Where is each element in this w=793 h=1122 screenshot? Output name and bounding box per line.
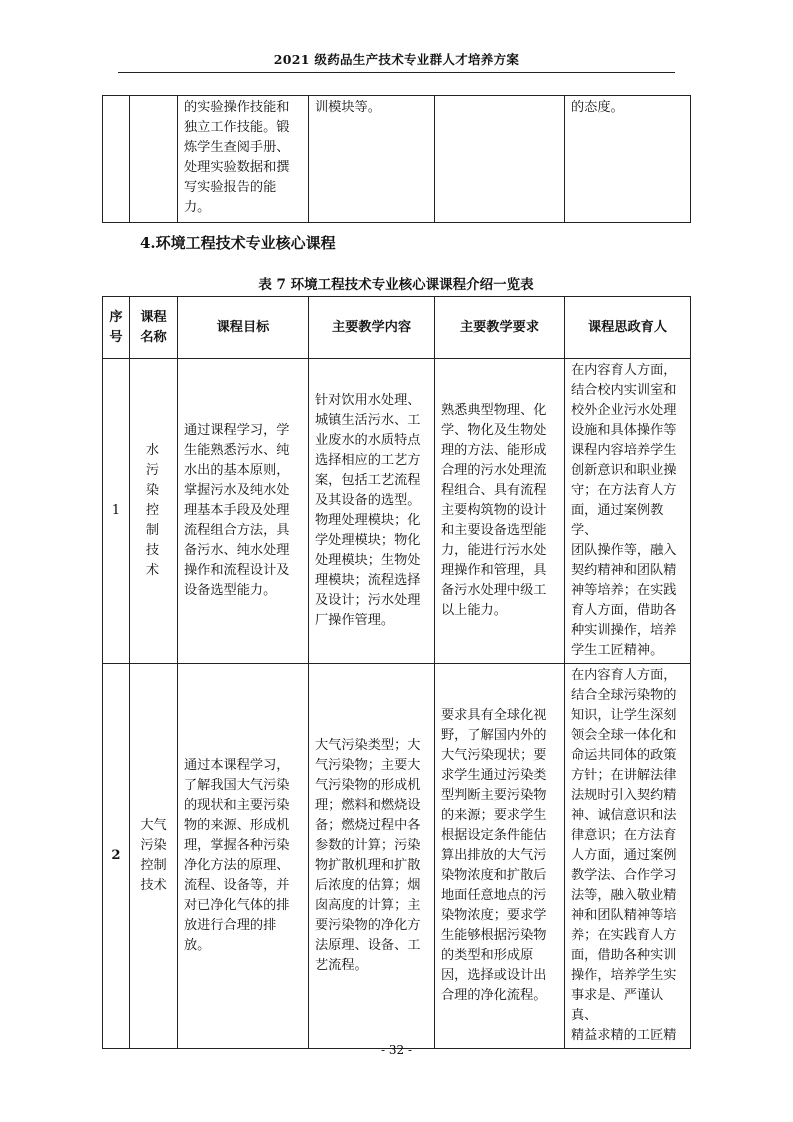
- row-course-name: 大气 污染 控制 技术: [130, 664, 178, 1049]
- table-caption: 表 7 环境工程技术专业核心课课程介绍一览表: [258, 277, 534, 293]
- table-cell: 的态度。: [565, 96, 691, 223]
- header-goal: 课程目标: [178, 297, 309, 359]
- document-header: 2021 级药品生产技术专业群人才培养方案: [273, 52, 520, 67]
- table-cell: 训模块等。: [309, 96, 435, 223]
- section-title: 4.环境工程技术专业核心课程: [140, 234, 336, 252]
- table-row: [103, 359, 691, 664]
- row-content: 大气污染类型；大 气污染物；主要大 气污染物的形成机 理；燃料和燃烧设 备；燃烧过程中各 参数的计算；污染 物扩散机理和扩散 后浓度的估算；烟 囱高度的计算；主 要污染物的净化方 法原理、设备、工 艺流程。: [309, 664, 435, 1049]
- row-ideology: 在内容育人方面， 结合全球污染物的 知识，让学生深刻 领会全球一体化和 命运共同体的政策 方针；在讲解法律 法规时引入契约精 神、诚信意识和法 律意识；在方法育 人方面，通过案例 教学法、合作学习 法等，融入敬业精 神和团队精神等培 养；在实践育人方 面，借助各种实训 操作，培养学生实 事求是、严谨认真、 精益求精的工匠精: [565, 664, 691, 1049]
- table-cell: 的实验操作技能和 独立工作技能。锻 炼学生查阅手册、 处理实验数据和撰 写实验报告的能 力。: [178, 96, 309, 223]
- header-requirement: 主要教学要求: [435, 297, 565, 359]
- row-course-name: 水 污 染 控 制 技 术: [130, 359, 178, 664]
- row-no: 2: [103, 664, 130, 1049]
- row-goal: 通过课程学习，学 生能熟悉污水、纯 水出的基本原则， 掌握污水及纯水处 理基本手段及处理 流程组合方法，具 备污水、纯水处理 操作和流程设计及 设备选型能力。: [178, 359, 309, 664]
- page-number: - 32 -: [380, 1043, 412, 1057]
- course-table: [102, 296, 691, 1049]
- table-row: [103, 664, 691, 1049]
- row-requirement: 熟悉典型物理、化 学、物化及生物处 理的方法、能形成 合理的污水处理流 程组合、具有流程 主要构筑物的设计 和主要设备选型能 力，能进行污水处 理操作和管理，具 备污水处理中级工 以上能力。: [435, 359, 565, 664]
- row-content: 针对饮用水处理、 城镇生活污水、工 业废水的水质特点 选择相应的工艺方 案，包括工艺流程 及其设备的选型。 物理处理模块；化 学处理模块；物化 处理模块；生物处 理模块；流程选择 及设计；污水处理 厂操作管理。: [309, 359, 435, 664]
- header-content: 主要教学内容: [309, 297, 435, 359]
- header-no: 序 号: [103, 297, 130, 359]
- row-no: 1: [103, 359, 130, 664]
- table-cell: [103, 96, 130, 223]
- table-header-row: [103, 297, 691, 359]
- header-course-name: 课程 名称: [130, 297, 178, 359]
- row-ideology: 在内容育人方面， 结合校内实训室和 校外企业污水处理 设施和具体操作等 课程内容培养学生 创新意识和职业操 守；在方法育人方 面，通过案例教学、 团队操作等，融入 契约精神和团队精 神等培养；在实践 育人方面，借助各 种实训操作，培养 学生工匠精神。: [565, 359, 691, 664]
- row-goal: 通过本课程学习， 了解我国大气污染 的现状和主要污染 物的来源、形成机 理，掌握各种污染 净化方法的原理、 流程、设备等，并 对已净化气体的排 放进行合理的排 放。: [178, 664, 309, 1049]
- table-cell: [130, 96, 178, 223]
- header-ideology: 课程思政育人: [565, 297, 691, 359]
- continued-table: [102, 95, 691, 223]
- table-cell: [435, 96, 565, 223]
- header-rule: [118, 72, 675, 73]
- row-requirement: 要求具有全球化视 野，了解国内外的 大气污染现状；要 求学生通过污染类 型判断主要污染物 的来源；要求学生 根据设定条件能估 算出排放的大气污 染物浓度和扩散后 地面任意地点的污 染物浓度；要求学 生能够根据污染物 的类型和形成原 因，选择或设计出 合理的净化流程。: [435, 664, 565, 1049]
